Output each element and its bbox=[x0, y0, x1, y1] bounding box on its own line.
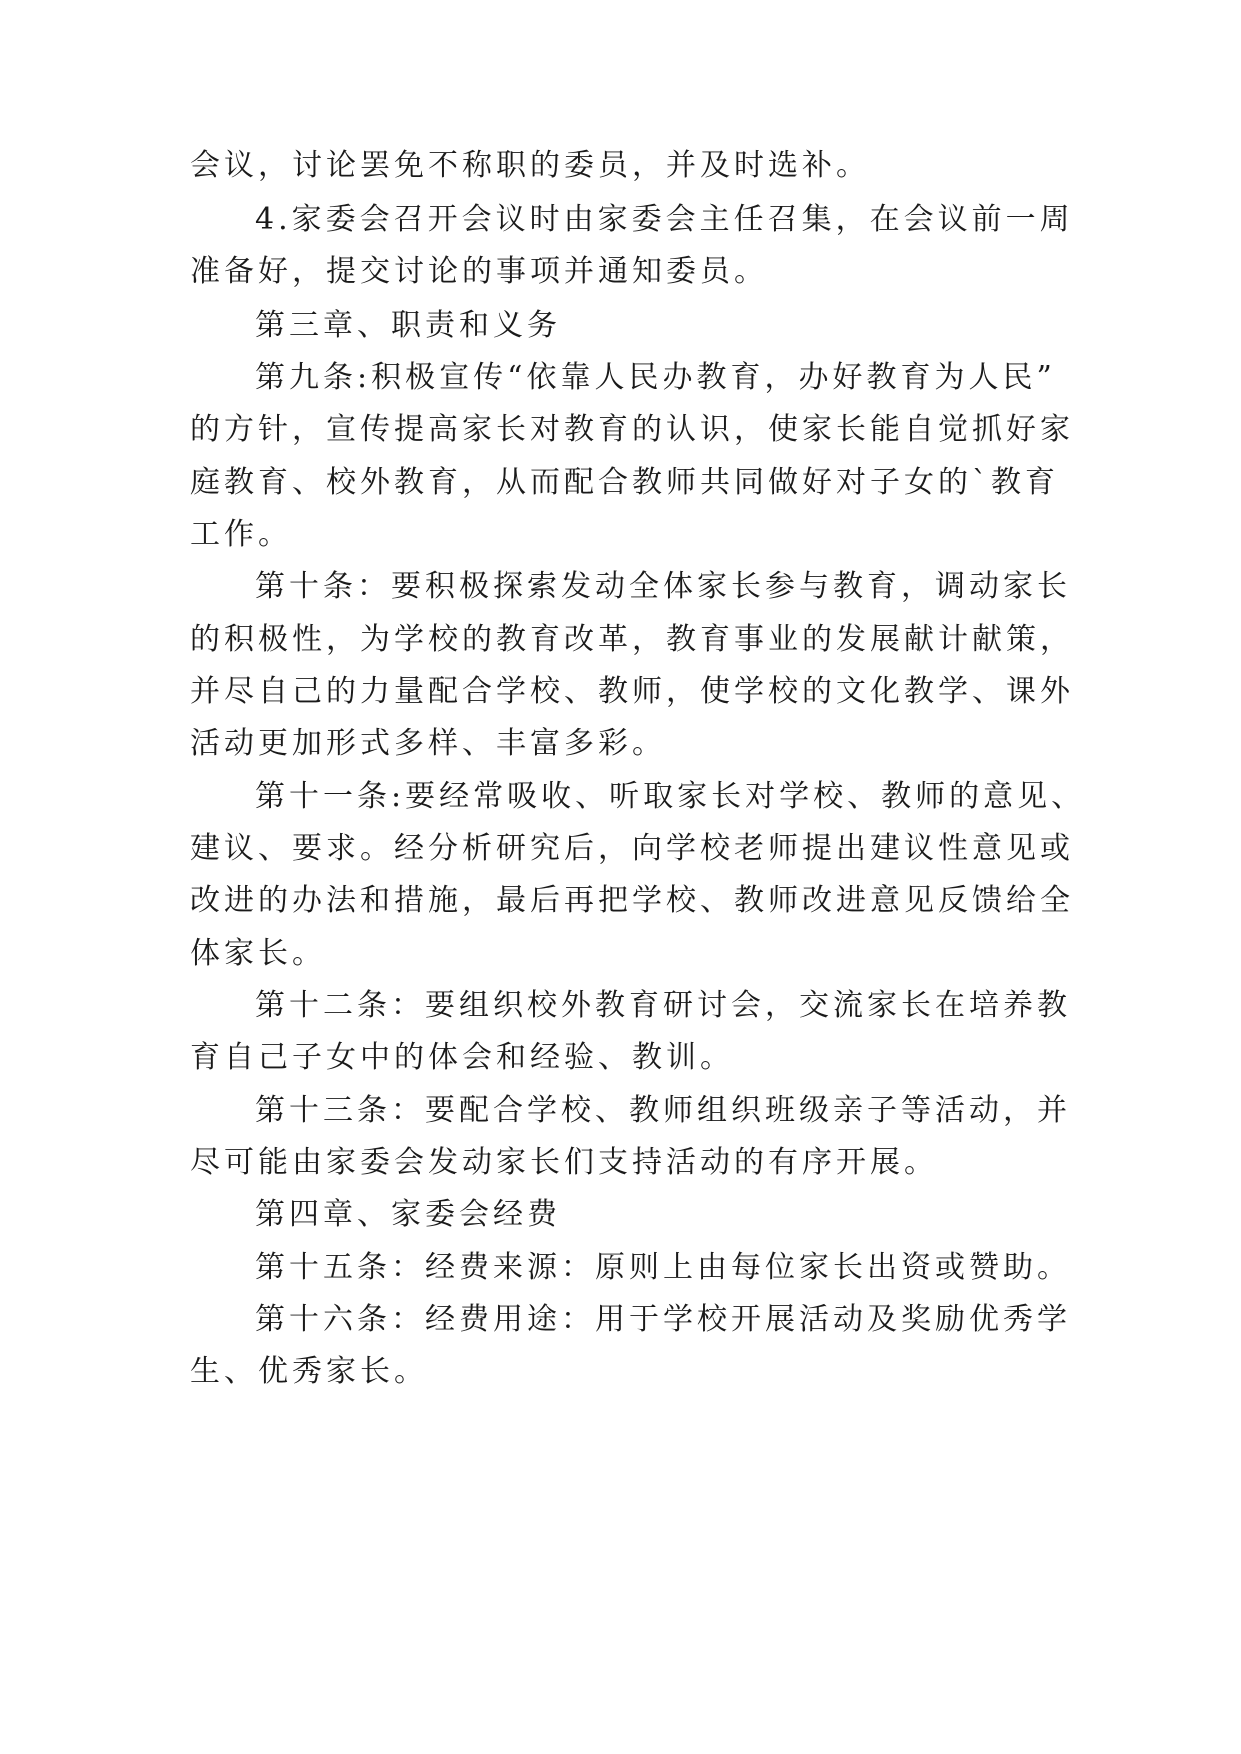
text-line: 生、优秀家长。 bbox=[190, 1354, 428, 1389]
text-line: 的方针，宣传提高家长对教育的认识，使家长能自觉抓好家 bbox=[190, 412, 1074, 447]
text-line: 工作。 bbox=[190, 517, 292, 552]
text-line: 第九条:积极宣传“依靠人民办教育，办好教育为人民” bbox=[255, 360, 1056, 395]
text-line: 尽可能由家委会发动家长们支持活动的有序开展。 bbox=[190, 1145, 938, 1180]
text-line: 第十一条:要经常吸收、听取家长对学校、教师的意见、 bbox=[255, 779, 1086, 814]
text-line: 第十五条：经费来源：原则上由每位家长出资或赞助。 bbox=[255, 1250, 1071, 1285]
text-line: 第十条：要积极探索发动全体家长参与教育，调动家长 bbox=[255, 569, 1071, 604]
text-line: 改进的办法和措施，最后再把学校、教师改进意见反馈给全 bbox=[190, 883, 1074, 918]
text-line: 准备好，提交讨论的事项并通知委员。 bbox=[190, 254, 768, 289]
text-line: 体家长。 bbox=[190, 936, 326, 971]
text-line: 会议，讨论罢免不称职的委员，并及时选补。 bbox=[190, 148, 870, 183]
text-line: 庭教育、校外教育，从而配合教师共同做好对子女的`教育 bbox=[190, 465, 1059, 500]
text-line: 的积极性，为学校的教育改革，教育事业的发展献计献策， bbox=[190, 622, 1074, 657]
text-line: 活动更加形式多样、丰富多彩。 bbox=[190, 726, 666, 761]
chapter-heading: 第三章、职责和义务 bbox=[255, 308, 561, 343]
text-line: 建议、要求。经分析研究后，向学校老师提出建议性意见或 bbox=[190, 831, 1074, 866]
text-line: 第十三条：要配合学校、教师组织班级亲子等活动，并 bbox=[255, 1093, 1071, 1128]
text-line: 并尽自己的力量配合学校、教师，使学校的文化教学、课外 bbox=[190, 674, 1074, 709]
text-line: 第十二条：要组织校外教育研讨会，交流家长在培养教 bbox=[255, 988, 1071, 1023]
text-line: 育自己子女中的体会和经验、教训。 bbox=[190, 1040, 734, 1075]
text-line: 第十六条：经费用途：用于学校开展活动及奖励优秀学 bbox=[255, 1302, 1071, 1337]
text-line: 4.家委会召开会议时由家委会主任召集，在会议前一周 bbox=[255, 202, 1074, 237]
chapter-heading: 第四章、家委会经费 bbox=[255, 1197, 561, 1232]
